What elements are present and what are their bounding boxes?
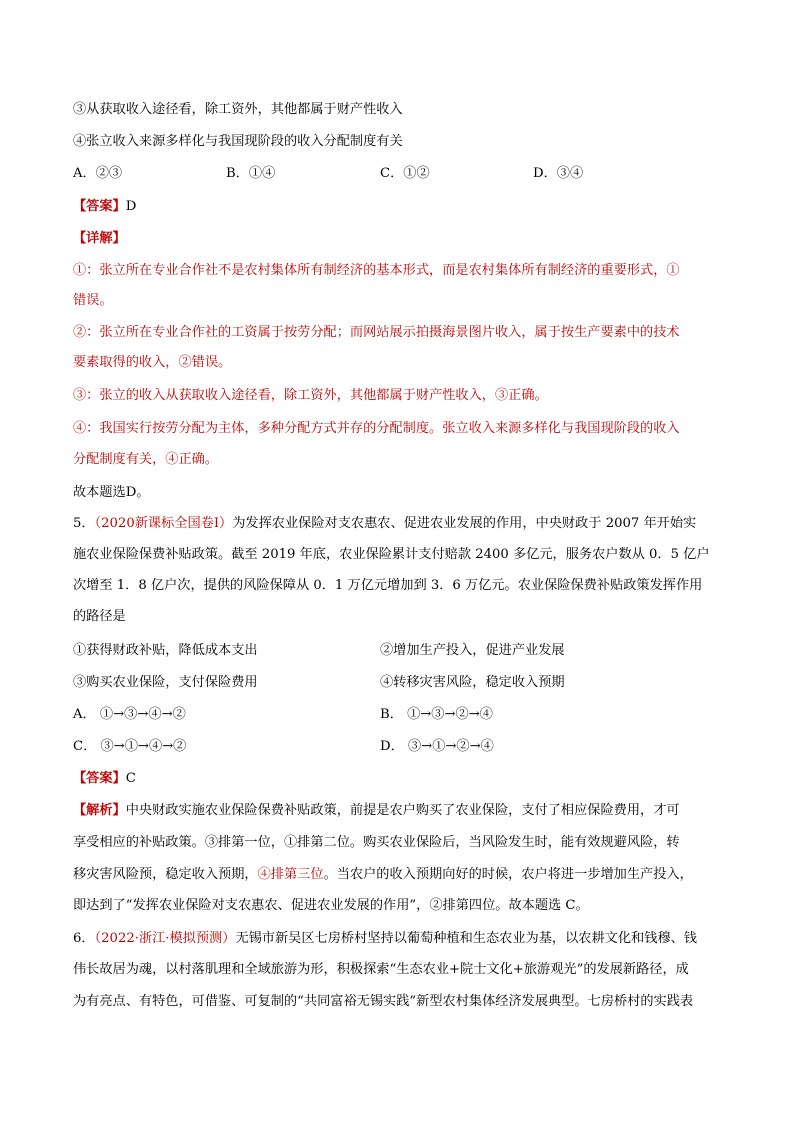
q5-statement-1: ①获得财政补贴，降低成本支出 bbox=[73, 643, 258, 658]
q4-option-a: A．②③ bbox=[73, 166, 123, 181]
q5-analysis-line-2: 享受相应的补贴政策。③排第一位，①排第二位。购买农业保险后，当风险发生时，能有效规避风险，转 bbox=[73, 835, 680, 850]
q5-stem-line-4: 的路径是 bbox=[73, 609, 126, 624]
q6-stem-line-2: 伟长故居为魂，以村落肌理和全域旅游为形，积极探索“生态农业+院士文化+旅游观光”的发展新路径，成 bbox=[73, 962, 689, 977]
q6-number: 6． bbox=[73, 931, 95, 946]
q4-detail-line-7: 分配制度有关，④正确。 bbox=[73, 452, 219, 467]
q5-analysis-text-1: 中央财政实施农业保险保费补贴政策，前提是农户购买了农业保险，支付了相应保险费用，才可 bbox=[125, 803, 680, 818]
q5-statement-3: ③购买农业保险，支付保险费用 bbox=[73, 675, 258, 690]
q4-statement-3: ③从获取收入途径看，除工资外，其他都属于财产性收入 bbox=[73, 102, 403, 117]
q4-option-b: B．①④ bbox=[226, 166, 276, 181]
q4-detail-tag: 【详解】 bbox=[73, 231, 126, 246]
q5-analysis-line-1 bbox=[73, 801, 680, 821]
q6-stem-text-1: 无锡市新吴区七房桥村坚持以葡萄种植和生态农业为基，以农耕文化和钱穆、钱 bbox=[235, 931, 697, 946]
q5-analysis-highlight: ④排第三位 bbox=[257, 867, 324, 882]
q4-detail-line-5: ③：张立的收入从获取收入途径看，除工资外，其他都属于财产性收入，③正确。 bbox=[73, 388, 548, 403]
q5-statement-4: ④转移灾害风险，稳定收入预期 bbox=[380, 675, 565, 690]
q5-option-d: D． ③→①→②→④ bbox=[380, 739, 494, 754]
q4-answer-value: D bbox=[125, 199, 137, 214]
q4-detail-line-2: 错误。 bbox=[73, 293, 113, 308]
q5-source: （2020新课标全国卷Ⅰ） bbox=[94, 516, 233, 531]
q6-source: （2022·浙江·模拟预测） bbox=[94, 931, 236, 946]
q4-detail-line-4: 要素取得的收入，②错误。 bbox=[73, 355, 232, 370]
q6-stem-line-1 bbox=[73, 929, 697, 949]
q5-number: 5． bbox=[73, 516, 95, 531]
q5-option-a: A． ①→③→④→② bbox=[73, 707, 186, 722]
q5-answer-tag: 【答案】 bbox=[73, 771, 126, 786]
q5-stem-line-2: 施农业保险保费补贴政策。截至 2019 年底，农业保险累计支付赔款 2400 多亿元，服务农户数从 0．5 亿户 bbox=[73, 547, 710, 562]
q5-analysis-line-4: 即达到了“发挥农业保险对支农惠农、促进农业发展的作用”，②排第四位。故本题选 C。 bbox=[73, 898, 589, 913]
q5-option-c: C． ③→①→④→② bbox=[73, 739, 187, 754]
q5-analysis-line-3 bbox=[73, 865, 693, 885]
q4-conclusion: 故本题选D。 bbox=[73, 485, 150, 500]
q4-answer bbox=[73, 197, 136, 217]
q5-statement-2: ②增加生产投入，促进产业发展 bbox=[380, 643, 565, 658]
q6-stem-line-3: 为有亮点、有特色，可借鉴、可复制的“共同富裕无锡实践”新型农村集体经济发展典型。七房桥村的实践表 bbox=[73, 994, 694, 1009]
q5-stem-line-1 bbox=[73, 514, 696, 534]
q4-detail-line-1: ①：张立所在专业合作社不是农村集体所有制经济的基本形式，而是农村集体所有制经济的重要形式，① bbox=[73, 263, 680, 278]
q5-analysis-tag: 【解析】 bbox=[73, 803, 126, 818]
q5-option-b: B． ①→③→②→④ bbox=[380, 707, 493, 722]
q4-detail-line-6: ④：我国实行按劳分配为主体，多种分配方式并存的分配制度。张立收入来源多样化与我国现阶段的收入 bbox=[73, 421, 680, 436]
q5-answer bbox=[73, 769, 136, 789]
q5-stem-line-3: 次增至 1．8 亿户次，提供的风险保障从 0．1 万亿元增加到 3．6 万亿元。农业保险保费补贴政策发挥作用 bbox=[73, 578, 703, 593]
q4-option-c: C．①② bbox=[380, 166, 430, 181]
q4-option-d: D．③④ bbox=[533, 166, 584, 181]
q4-answer-tag: 【答案】 bbox=[73, 199, 126, 214]
q5-stem-text-1: 为发挥农业保险对支农惠农、促进农业发展的作用，中央财政于 2007 年开始实 bbox=[232, 516, 697, 531]
q5-analysis-text-3a: 移灾害风险预，稳定收入预期， bbox=[73, 867, 258, 882]
q4-detail-line-3: ②：张立所在专业合作社的工资属于按劳分配；而网站展示拍摄海景图片收入，属于按生产要素中的技术 bbox=[73, 325, 680, 340]
q5-answer-value: C bbox=[125, 771, 136, 786]
q5-analysis-text-3b: 。当农户的收入预期向好的时候，农户将进一步增加生产投入， bbox=[323, 867, 693, 882]
q4-statement-4: ④张立收入来源多样化与我国现阶段的收入分配制度有关 bbox=[73, 134, 403, 149]
